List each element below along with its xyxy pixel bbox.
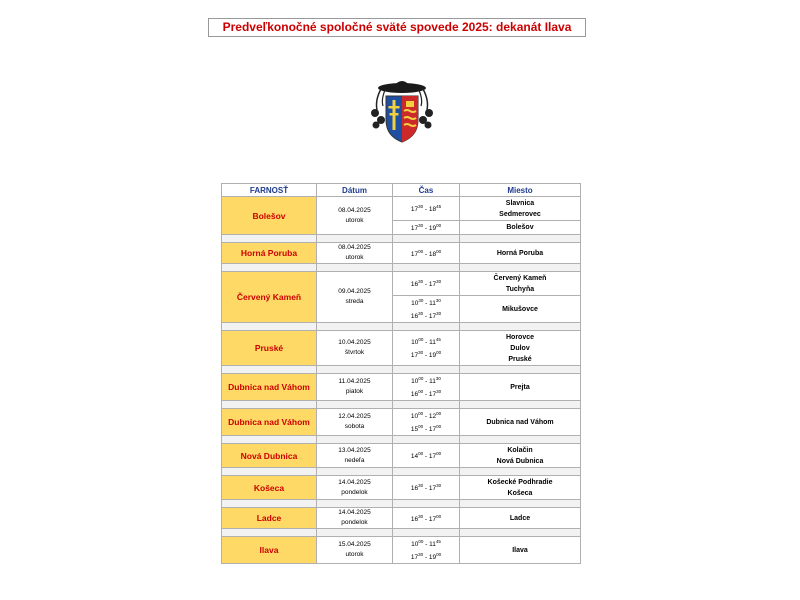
start-minute: 30: [418, 483, 424, 488]
date-cell: [317, 374, 393, 401]
place-name: Pruské: [508, 355, 532, 363]
date-cell: [317, 409, 393, 436]
end-minute: 00: [436, 411, 442, 416]
end-hour: 17: [428, 391, 437, 398]
time-range: $16^{30} - 17^{00}$: [410, 513, 442, 523]
time-cell: [393, 272, 460, 296]
start-hour: 10: [411, 378, 419, 385]
separator-cell: [317, 436, 393, 444]
end-minute: 45: [435, 539, 441, 544]
time-cell: [393, 409, 460, 436]
start-minute: 00: [418, 411, 424, 416]
separator-row: [222, 529, 581, 537]
parish-cell: Pruské: [222, 331, 317, 366]
table-row: [222, 476, 581, 500]
separator-cell: [222, 235, 317, 243]
end-minute: 00: [436, 248, 442, 254]
place-cell: [460, 331, 581, 366]
separator-cell: [460, 401, 581, 409]
start-hour: 16: [410, 485, 419, 492]
schedule-table: [221, 183, 581, 564]
time-range: $16^{30} - 17^{30}$: [410, 483, 442, 492]
time-range: $10^{00} - 11^{45}$: [411, 539, 441, 548]
schedule-body: [222, 197, 581, 564]
time-range: $10^{00} - 12^{00}$: [410, 411, 442, 420]
place-name: Bolešov: [506, 224, 534, 231]
start-minute: 30: [418, 204, 424, 209]
separator-cell: [460, 500, 581, 508]
place-cell: [460, 272, 581, 296]
start-minute: 00: [418, 248, 424, 254]
start-hour: 17: [410, 225, 419, 232]
separator-row: [222, 366, 581, 374]
date-text: 09.04.2025: [338, 288, 371, 295]
start-minute: 00: [418, 451, 424, 456]
table-row: [222, 331, 581, 366]
weekday-text: piatok: [345, 388, 364, 395]
place-cell: [460, 476, 581, 500]
place-name: Horovce: [505, 333, 534, 341]
start-minute: 30: [418, 513, 424, 519]
place-name: Ladce: [509, 514, 531, 522]
date-text: 08.04.2025: [338, 244, 371, 251]
parish-cell: Nová Dubnica: [222, 444, 317, 468]
start-hour: 15: [410, 426, 419, 433]
time-range: $17^{30} - 19^{00}$: [410, 350, 442, 359]
separator-cell: [393, 264, 460, 272]
time-range: $10^{30} - 11^{30}$: [411, 298, 441, 307]
weekday-text: pondelok: [341, 488, 368, 496]
separator-cell: [317, 264, 393, 272]
time-range: $17^{30} - 19^{00}$: [410, 223, 442, 232]
place-name: Mikušovce: [502, 305, 538, 313]
place-name: Prejta: [510, 383, 530, 391]
header-datum: Dátum: [317, 184, 393, 197]
start-minute: 30: [418, 279, 424, 284]
header-cas: Čas: [393, 184, 460, 197]
weekday-text: utorok: [345, 254, 364, 261]
end-hour: 19: [428, 352, 437, 359]
time-cell: [393, 374, 460, 401]
separator-cell: [460, 323, 581, 331]
time-range: $10^{00} - 11^{45}$: [411, 337, 441, 346]
end-minute: 00: [436, 223, 442, 228]
end-hour: 19: [428, 225, 437, 232]
time-range: $16^{00} - 17^{30}$: [410, 389, 442, 398]
separator-cell: [393, 500, 460, 508]
end-minute: 30: [436, 311, 442, 316]
place-cell: [460, 508, 581, 529]
parish-cell: Ilava: [222, 537, 317, 564]
start-minute: 00: [418, 376, 424, 381]
end-minute: 30: [435, 376, 441, 381]
time-cell: [393, 296, 460, 323]
separator-cell: [393, 366, 460, 374]
page-title: Predveľkonočné spoločné sväté spovede 2025: dekanát Ilava: [208, 18, 586, 37]
date-cell: [317, 508, 393, 529]
parish-cell: Bolešov: [222, 197, 317, 235]
end-hour: 11: [429, 541, 436, 548]
weekday-text: pondelok: [341, 519, 368, 526]
separator-row: [222, 436, 581, 444]
separator-cell: [222, 264, 317, 272]
separator-cell: [317, 500, 393, 508]
start-hour: 16: [410, 281, 419, 288]
place-cell: [460, 409, 581, 436]
separator-cell: [317, 529, 393, 537]
table-header-row: [222, 184, 581, 197]
separator-cell: [393, 235, 460, 243]
table-row: [222, 409, 581, 436]
place-name: Košecké Podhradie: [487, 478, 553, 486]
separator-row: [222, 401, 581, 409]
place-cell: [460, 444, 581, 468]
separator-row: [222, 235, 581, 243]
end-hour: 17: [428, 453, 437, 460]
date-cell: [317, 243, 393, 264]
parish-cell: Košeca: [222, 476, 317, 500]
place-name: Košeca: [507, 489, 533, 497]
end-hour: 17: [428, 515, 437, 523]
end-hour: 17: [428, 426, 437, 433]
end-minute: 30: [436, 389, 442, 394]
coat-of-arms-logo: [367, 76, 437, 144]
date-text: 14.04.2025: [338, 478, 371, 486]
start-hour: 16: [410, 391, 419, 398]
place-name: Ilava: [512, 546, 528, 554]
weekday-text: sobota: [344, 423, 365, 430]
separator-cell: [393, 529, 460, 537]
start-minute: 30: [418, 311, 424, 316]
end-minute: 00: [436, 451, 442, 456]
place-name: Dubnica nad Váhom: [486, 418, 554, 426]
place-name: Kolačin: [507, 446, 533, 454]
parish-cell: Ladce: [222, 508, 317, 529]
separator-cell: [317, 235, 393, 243]
end-hour: 11: [429, 300, 436, 307]
separator-cell: [393, 323, 460, 331]
separator-cell: [460, 468, 581, 476]
weekday-text: utorok: [345, 551, 364, 558]
start-hour: 17: [410, 352, 419, 359]
place-cell: [460, 296, 581, 323]
start-hour: 16: [410, 515, 419, 523]
separator-row: [222, 264, 581, 272]
time-range: $16^{30} - 17^{30}$: [410, 279, 442, 288]
date-text: 12.04.2025: [338, 413, 371, 420]
end-minute: 30: [436, 483, 442, 488]
time-cell: [393, 476, 460, 500]
start-minute: 30: [418, 552, 424, 557]
header-farnost: FARNOSŤ: [222, 184, 317, 197]
separator-cell: [222, 500, 317, 508]
end-hour: 18: [428, 206, 437, 213]
end-minute: 30: [435, 298, 441, 303]
place-name: Tuchyňa: [505, 285, 535, 293]
place-name: Slavnica: [505, 199, 535, 207]
separator-cell: [460, 529, 581, 537]
time-range: $16^{30} - 17^{30}$: [410, 311, 442, 320]
weekday-text: streda: [345, 298, 364, 305]
time-cell: [393, 221, 460, 235]
start-minute: 00: [418, 337, 424, 342]
date-cell: [317, 476, 393, 500]
end-minute: 45: [435, 337, 441, 342]
date-cell: [317, 537, 393, 564]
end-hour: 11: [429, 378, 436, 385]
place-cell: [460, 243, 581, 264]
start-minute: 30: [418, 223, 424, 228]
separator-row: [222, 323, 581, 331]
separator-row: [222, 500, 581, 508]
time-range: $14^{00} - 17^{00}$: [410, 451, 442, 460]
date-text: 13.04.2025: [338, 446, 371, 454]
place-cell: [460, 374, 581, 401]
start-minute: 00: [418, 424, 424, 429]
start-hour: 10: [410, 413, 419, 420]
table-row: [222, 444, 581, 468]
separator-cell: [460, 366, 581, 374]
date-text: 14.04.2025: [338, 509, 371, 516]
place-cell: [460, 537, 581, 564]
end-hour: 11: [429, 339, 436, 346]
time-range: $17^{00} - 18^{00}$: [410, 248, 442, 258]
date-cell: [317, 444, 393, 468]
start-hour: 16: [410, 313, 419, 320]
end-minute: 00: [436, 513, 442, 519]
end-hour: 18: [428, 250, 437, 258]
separator-cell: [222, 401, 317, 409]
end-hour: 12: [428, 413, 437, 420]
end-minute: 00: [436, 552, 442, 557]
separator-cell: [222, 468, 317, 476]
place-cell: [460, 197, 581, 221]
separator-cell: [222, 529, 317, 537]
weekday-text: štvrtok: [344, 349, 365, 356]
table-row: [222, 537, 581, 564]
place-cell: [460, 221, 581, 235]
parish-cell: Červený Kameň: [222, 272, 317, 323]
time-cell: [393, 331, 460, 366]
time-cell: [393, 537, 460, 564]
separator-cell: [317, 401, 393, 409]
separator-cell: [222, 323, 317, 331]
header-miesto: Miesto: [460, 184, 581, 197]
parish-cell: Horná Poruba: [222, 243, 317, 264]
start-hour: 17: [410, 554, 419, 561]
time-cell: [393, 243, 460, 264]
place-name: Dulov: [510, 344, 530, 352]
time-cell: [393, 197, 460, 221]
place-name: Horná Poruba: [496, 249, 544, 257]
separator-cell: [393, 468, 460, 476]
time-range: $17^{30} - 19^{00}$: [410, 552, 442, 561]
start-minute: 30: [418, 298, 424, 303]
start-minute: 00: [418, 539, 424, 544]
date-cell: [317, 331, 393, 366]
table-row: [222, 197, 581, 221]
end-hour: 17: [428, 281, 437, 288]
date-cell: [317, 197, 393, 235]
weekday-text: nedeľa: [344, 456, 365, 464]
separator-cell: [393, 436, 460, 444]
date-text: 08.04.2025: [338, 206, 371, 214]
place-name: Červený Kameň: [493, 274, 547, 282]
time-range: $10^{00} - 11^{30}$: [411, 376, 441, 385]
end-minute: 45: [436, 204, 442, 209]
table-row: [222, 272, 581, 296]
separator-cell: [317, 323, 393, 331]
place-name: Nová Dubnica: [496, 457, 544, 465]
start-hour: 14: [410, 453, 419, 460]
table-row: [222, 243, 581, 264]
separator-cell: [460, 235, 581, 243]
start-hour: 10: [411, 339, 419, 346]
time-range: $15^{00} - 17^{00}$: [410, 424, 442, 433]
separator-cell: [317, 366, 393, 374]
start-minute: 00: [418, 389, 424, 394]
time-cell: [393, 508, 460, 529]
start-hour: 10: [411, 541, 419, 548]
end-hour: 17: [428, 313, 437, 320]
separator-cell: [460, 436, 581, 444]
date-cell: [317, 272, 393, 323]
end-minute: 00: [436, 350, 442, 355]
date-text: 15.04.2025: [338, 541, 371, 548]
weekday-text: utorok: [345, 216, 364, 224]
end-minute: 00: [436, 424, 442, 429]
start-hour: 17: [410, 250, 419, 258]
separator-row: [222, 468, 581, 476]
separator-cell: [222, 366, 317, 374]
end-hour: 17: [428, 485, 437, 492]
date-text: 10.04.2025: [338, 339, 371, 346]
end-minute: 30: [436, 279, 442, 284]
separator-cell: [222, 436, 317, 444]
time-cell: [393, 444, 460, 468]
table-row: [222, 374, 581, 401]
separator-cell: [317, 468, 393, 476]
date-text: 11.04.2025: [338, 378, 371, 385]
end-hour: 19: [428, 554, 437, 561]
start-hour: 17: [410, 206, 419, 213]
parish-cell: Dubnica nad Váhom: [222, 409, 317, 436]
parish-cell: Dubnica nad Váhom: [222, 374, 317, 401]
separator-cell: [393, 401, 460, 409]
table-row: [222, 508, 581, 529]
time-range: $17^{30} - 18^{45}$: [410, 204, 442, 213]
separator-cell: [460, 264, 581, 272]
start-minute: 30: [418, 350, 424, 355]
place-name: Sedmerovec: [499, 210, 541, 218]
start-hour: 10: [411, 300, 419, 307]
